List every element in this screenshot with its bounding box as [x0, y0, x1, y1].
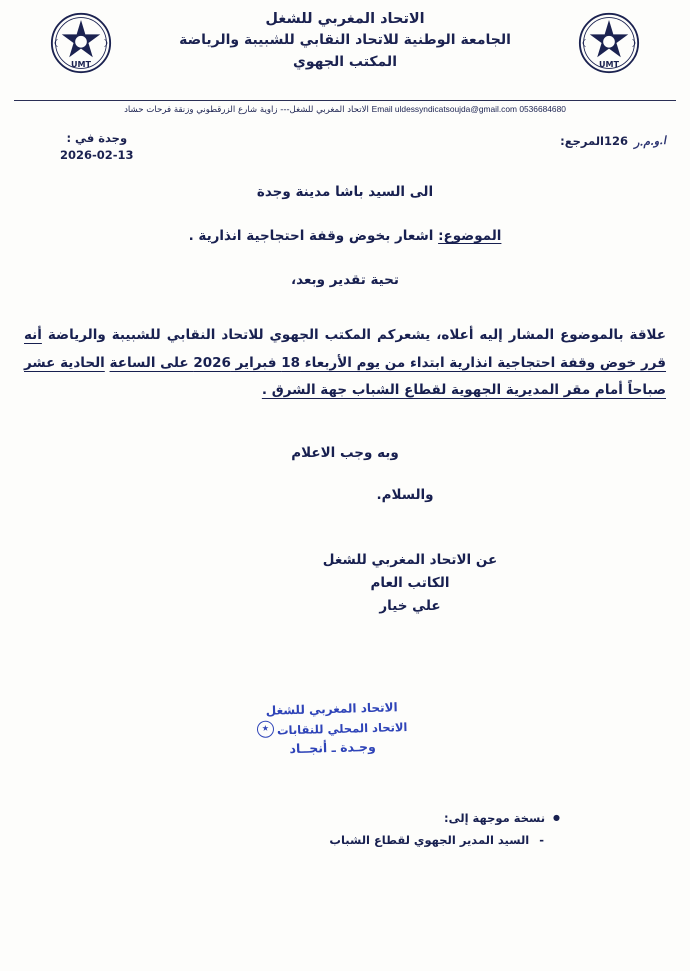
reference-value: 126	[603, 134, 628, 148]
svg-text:UMT: UMT	[598, 60, 620, 70]
closing-line-2: والسلام.	[376, 487, 434, 504]
body-paragraph	[24, 322, 666, 405]
cc-heading: ● نسخة موجهة إلى:	[329, 808, 560, 830]
date-place-line: وجدة في :	[66, 131, 128, 145]
letter-body	[24, 178, 666, 618]
date-value: 2026-02-13	[60, 147, 134, 162]
closing-line-1: وبه وجب الاعلام	[291, 445, 399, 462]
signature-line-1: عن الاتحاد المغربي للشغل	[322, 552, 498, 569]
signature-line-3: علي خيار	[379, 597, 441, 614]
svg-text:UMT: UMT	[70, 60, 92, 70]
org-title-line3: المكتب الجهوي	[293, 54, 397, 71]
reference-block	[560, 134, 666, 148]
date-block	[60, 130, 134, 163]
stamp-seal-icon	[257, 720, 274, 737]
official-stamp	[0, 700, 690, 758]
reference-scribble: ا.و.م.ر	[633, 133, 667, 150]
subject-line	[24, 228, 666, 244]
reference-label: المرجع:	[560, 134, 604, 148]
body-intro: علاقة بالموضوع المشار إليه أعلاه، يشعركم المكتب الجهوي للاتحاد النقابي للشبيبة والرياضة	[47, 327, 666, 343]
stamp-line-2-text: الاتحاد المحلي للنقابات	[277, 719, 408, 738]
org-title-line1: الاتحاد المغربي للشغل	[265, 11, 425, 27]
document-header	[0, 0, 690, 96]
body-underlined-2: الحادية عشر صباحاً أمام مقر المديرية الجهوية لقطاع الشباب جهة الشرق .	[24, 354, 666, 399]
organization-titles	[0, 8, 690, 74]
contact-phone-email: 0536684680 Email uldessyndicatsoujda@gmail.com	[371, 104, 566, 114]
org-title-line2: الجامعة الوطنية للاتحاد النقابي للشبيبة والرياضة	[179, 32, 511, 49]
subject-label: الموضوع:	[438, 228, 502, 244]
header-divider	[14, 100, 676, 101]
greeting-line: تحية تقدير وبعد،	[291, 272, 399, 288]
addressee-line: الى السيد باشا مدينة وجدة	[256, 184, 434, 200]
subject-text: اشعار بخوض وقفة احتجاجية انذارية .	[188, 228, 434, 244]
signature-block	[24, 549, 690, 618]
stamp-line-1: الاتحاد المغربي للشغل	[265, 700, 399, 718]
signature-line-2: الكاتب العام	[370, 574, 450, 591]
stamp-line-3: وجـدة ـ أنجــاد	[289, 739, 377, 757]
cc-item: - السيد المدير الجهوي لقطاع الشباب	[329, 830, 544, 852]
body-underlined-1: أنه قرر خوض وقفة احتجاجية انذارية ابتداء من يوم الأربعاء 18 فبراير 2026 على الساعة	[24, 327, 667, 371]
cc-block	[329, 808, 560, 852]
contact-address: الاتحاد المغربي للشغل--- زاوية شارع الزرقطوني وزنقة فرحات حشاد	[124, 105, 369, 115]
contact-line	[0, 104, 690, 115]
reference-date-row	[0, 128, 690, 168]
